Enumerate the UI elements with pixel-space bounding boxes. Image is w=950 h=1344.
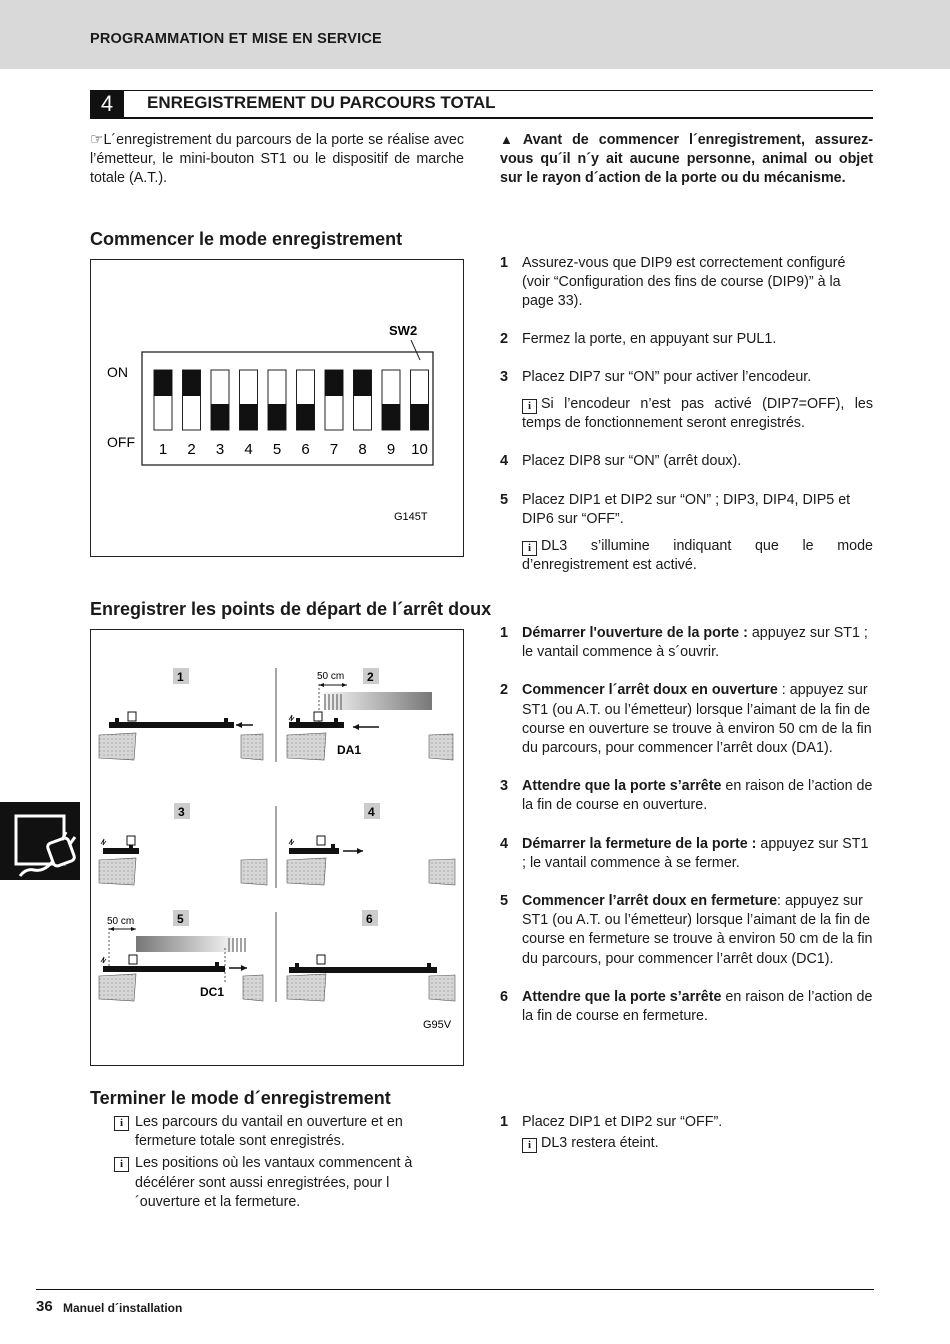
note-item [114,1154,444,1212]
dip-knob [325,370,343,396]
step-number: 1 [500,1114,509,1130]
dip-switch-2 [183,370,201,458]
dip-knob [411,404,429,430]
start-mode-heading: Commencer le mode enregistrement [90,229,403,249]
end-mode-steps [500,1113,873,1153]
step-number: 3 [500,778,509,795]
step-item [500,330,873,349]
intro-text: L´enregistrement du parcours de la porte se réalise avec l’émetteur, le mini-bouton ST1 ou le dispositif de marche totale (A.T.). [90,132,464,187]
dip-knob [211,404,229,430]
off-label: OFF [107,434,135,450]
panel-2-scene [287,671,453,760]
note-item [114,1113,444,1151]
dip-number: 5 [272,441,282,458]
step-text: Placez DIP1 et DIP2 sur “ON” ; DIP3, DIP4, DIP5 et DIP6 sur “OFF”. [522,491,851,527]
dip-knob [382,404,400,430]
intro-note [90,130,464,189]
svg-text:3: 3 [178,805,185,819]
step-text: en raison de l’action de la fin de course en ouverture. [522,778,873,814]
step-number: 3 [500,368,509,385]
info-icon: i [522,541,537,556]
dip-switch-diagram [91,260,463,556]
dip-number: 4 [244,441,253,458]
panel-3-scene [99,836,267,885]
switch-name-label: SW2 [389,323,418,338]
soft-stop-figure [90,629,464,1066]
dip-switch-6 [297,370,315,458]
info-icon: i [114,1157,129,1172]
info-icon: i [522,1138,537,1153]
figure-code: G145T [394,511,428,523]
step-text: : appuyez sur ST1 (ou A.T. ou l’émetteur) lorsque l’aimant de la fin de course en ouverture se trouve à environ 50 cm de la fin du parcours, pour commencer l’arrêt doux (DA1). [522,682,872,757]
step-text: Assurez-vous que DIP9 est correctement configuré (voir “Configuration des fins de course (DIP9)” à la page 33). [522,255,846,310]
note-text: Les parcours du vantail en ouverture et en fermeture totale sont enregistrés. [135,1114,403,1150]
svg-text:5: 5 [177,912,184,926]
dip-number: 9 [386,441,396,458]
warning-text: Avant de commencer l´enregistrement, assurez-vous qu´il n´y ait aucune personne, animal ou objet sur le rayon d´action de la porte ou du mécanisme. [500,132,873,187]
dip-group [154,370,429,458]
section-rule-bottom [90,117,873,119]
dip-number: 3 [215,441,225,458]
step-item [500,491,873,529]
dip-number: 10 [411,441,428,458]
panel-6-scene [287,955,455,1001]
step-number: 4 [500,835,509,852]
dip-number: 1 [158,441,168,458]
section-rule-top [90,90,873,91]
dip-switch-10 [411,370,429,458]
section-title: ENREGISTREMENT DU PARCOURS TOTAL [147,93,496,112]
svg-text:4: 4 [368,805,375,819]
power-plug-icon [0,802,80,880]
dip-number: 7 [329,441,339,458]
start-mode-steps [500,254,873,575]
step-text: Placez DIP7 sur “ON” pour activer l’encodeur. [522,368,812,385]
svg-text:2: 2 [367,670,374,684]
end-mode-heading: Terminer le mode d´enregistrement [90,1088,391,1108]
step-item [500,254,873,312]
step-info: i Si l’encodeur n’est pas activé (DIP7=OFF), les temps de fonctionnement seront enregistrés. [522,396,873,432]
dc1-label: DC1 [200,985,225,999]
dip-knob [268,404,286,430]
step-item [500,624,873,662]
soft-stop-heading: Enregistrer les points de départ de l´arrêt doux [90,599,492,619]
step-item [500,777,873,815]
dip-knob [297,404,315,430]
step-text: : appuyez sur ST1 (ou A.T. ou l’émetteur) lorsque l’aimant de la fin de course en fermeture se trouve à environ 50 cm de la fin du parcours, pour commencer l’arrêt doux (DC1). [522,893,873,967]
step-number: 1 [500,255,509,271]
step-item [500,452,873,471]
step-number: 2 [500,330,509,347]
end-mode-notes [114,1113,444,1212]
panel-label-4 [364,803,380,819]
step-item [500,368,873,387]
panel-label-2 [363,668,379,684]
step-text: en raison de l’action de la fin de course en fermeture. [522,988,873,1025]
panel-label-1 [173,668,189,684]
step-number: 6 [500,988,509,1005]
distance-label: 50 cm [107,916,135,927]
on-label: ON [107,364,128,380]
dip-switch-figure [90,259,464,557]
dip-switch-7 [325,370,343,458]
note-text: Les positions où les vantaux commencent à décélérer sont aussi enregistrées, pour l´ouverture et la fermeture. [135,1155,413,1210]
panel-4-scene [287,836,455,885]
dip-switch-5 [268,370,286,458]
dip-switch-9 [382,370,400,458]
svg-text:6: 6 [366,912,373,926]
step-number: 2 [500,682,509,699]
step-item [500,988,873,1026]
page-number: 36 [36,1298,53,1315]
dip-switch-3 [211,370,229,458]
dip-knob [183,370,201,396]
step-item [500,681,873,758]
step-bold: Démarrer l'ouverture de la porte : [522,625,748,641]
step-text: appuyez sur ST1 ; le vantail commence à se fermer. [522,835,869,871]
dip-number: 2 [187,441,196,458]
info-icon: i [114,1116,129,1131]
dip-knob [354,370,372,396]
warning-icon: ▲ [500,132,519,147]
dip-number: 8 [358,441,367,458]
panel-label-6 [362,910,378,926]
step-number: 1 [500,625,509,641]
panel-label-3 [174,803,190,819]
dip-number: 6 [301,441,310,458]
soft-stop-steps [500,624,873,1026]
step-number: 4 [500,453,509,470]
panel-1-scene [99,712,263,760]
step-info: i DL3 restera éteint. [500,1134,873,1153]
step-item [500,835,873,873]
svg-text:1: 1 [177,670,184,684]
step-bold: Démarrer la fermeture de la porte : [522,835,757,852]
switch-pointer-line [411,340,420,360]
side-tab [0,802,80,880]
dip-knob [240,404,258,430]
step-bold: Attendre que la porte s’arrête [522,988,722,1005]
info-icon: i [522,399,537,414]
pointing-hand-icon: ☞ [90,131,104,148]
dip-switch-4 [240,370,258,458]
footer-title: Manuel d´installation [63,1301,183,1315]
footer-rule [36,1289,874,1290]
da1-label: DA1 [337,743,362,757]
figure-code: G95V [423,1019,452,1031]
header-title: PROGRAMMATION ET MISE EN SERVICE [90,31,382,47]
dip-switch-8 [354,370,372,458]
step-text: Fermez la porte, en appuyant sur PUL1. [522,330,777,347]
dip-knob [154,370,172,396]
soft-stop-diagram [91,630,463,1065]
panel-5-scene [99,916,263,1001]
section-number: 4 [90,90,124,118]
step-number: 5 [500,893,509,910]
step-number: 5 [500,491,509,508]
step-text: Placez DIP1 et DIP2 sur “OFF”. [522,1114,723,1130]
dip-switch-1 [154,370,172,458]
step-text: appuyez sur ST1 ; le vantail commence à s´ouvrir. [522,625,868,661]
step-text: Placez DIP8 sur “ON” (arrêt doux). [522,453,742,470]
step-bold: Commencer l’arrêt doux en fermeture [522,893,778,910]
step-bold: Attendre que la porte s’arrête [522,778,722,795]
step-info: i DL3 s’illumine indiquant que le mode d’enregistrement est activé. [522,538,873,574]
distance-label: 50 cm [317,671,345,682]
panel-label-5 [173,910,189,926]
warning-note [500,130,873,189]
step-item [500,1113,873,1132]
step-bold: Commencer l´arrêt doux en ouverture [522,682,778,699]
step-item [500,892,873,969]
